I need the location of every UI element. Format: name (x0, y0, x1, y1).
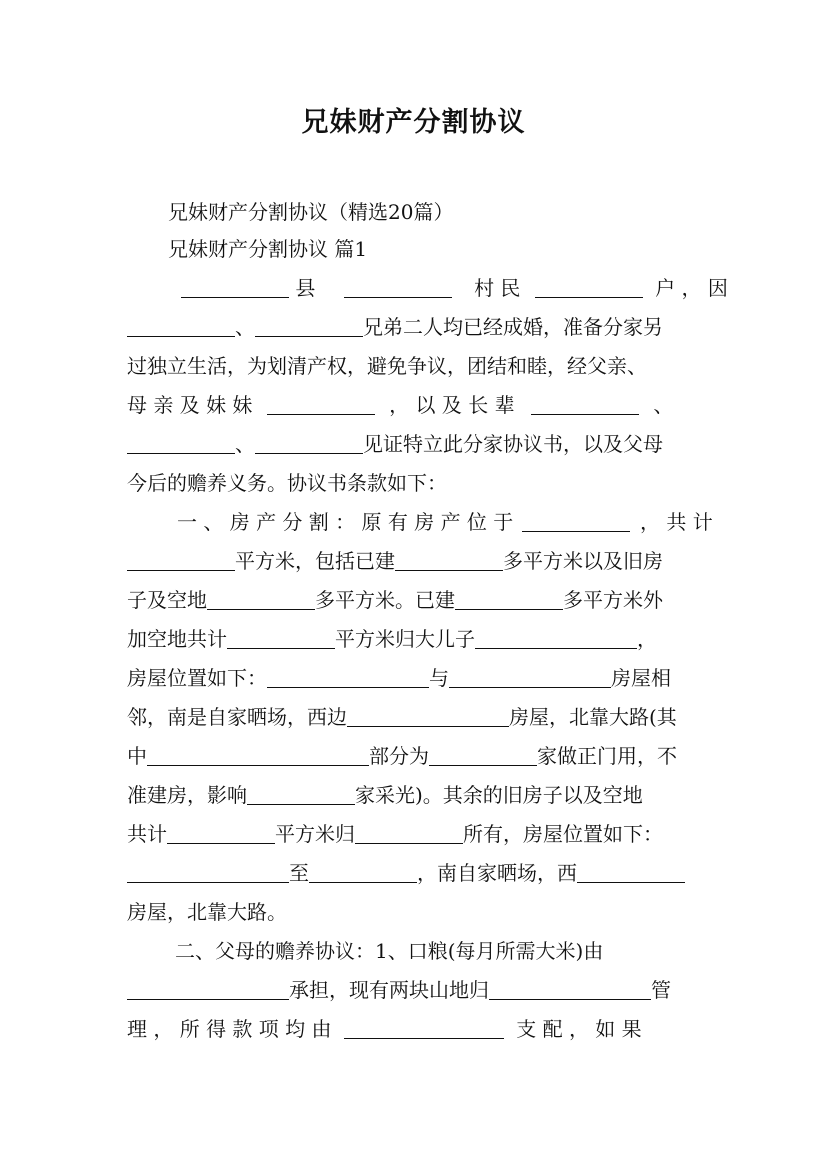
fill-blank (577, 862, 685, 883)
text-segment: 一 、 房 产 分 割 ： 原 有 房 产 位 于 (177, 510, 514, 534)
text-segment: 母 亲 及 妹 妹 (127, 393, 253, 417)
section-heading (168, 234, 744, 264)
fill-blank (395, 550, 503, 571)
fill-blank (355, 823, 463, 844)
text-segment: ， 以 及 长 辈 (389, 393, 515, 417)
text-segment: 加空地共计 (127, 627, 227, 651)
text-segment: 房屋位置如下： (127, 666, 267, 690)
text-segment: 过独立生活，为划清产权，避免争议，团结和睦，经父亲、 (127, 354, 647, 378)
text-segment: 准建房，影响 (127, 783, 247, 807)
text-segment: 多平方米以及旧房 (503, 549, 663, 573)
fill-blank (309, 862, 417, 883)
text-segment: 户 ， 因 (655, 276, 728, 300)
fill-blank (267, 394, 375, 415)
fill-blank (127, 979, 289, 1000)
fill-blank (531, 394, 639, 415)
text-segment: 平方米，包括已建 (235, 549, 395, 573)
fill-blank (489, 979, 651, 1000)
fill-blank (455, 589, 563, 610)
paragraph-line (127, 624, 703, 654)
fill-blank (522, 511, 630, 532)
text-segment: 邻，南是自家晒场，西边 (127, 705, 347, 729)
paragraph-line (127, 780, 703, 810)
paragraph-line (127, 546, 703, 576)
fill-blank (147, 745, 369, 766)
fill-blank (127, 316, 235, 337)
text-segment: 与 (429, 666, 449, 690)
fill-blank (535, 277, 643, 298)
text-segment: ， (637, 627, 657, 651)
fill-blank (344, 1018, 504, 1039)
section-heading-text: 兄妹财产分割协议 篇1 (168, 237, 368, 261)
text-segment: 、 (235, 315, 255, 339)
paragraph-line (127, 351, 703, 381)
fill-blank (127, 433, 235, 454)
text-segment: 多平方米。已建 (315, 588, 455, 612)
text-segment: 县 (295, 276, 316, 300)
fill-blank (167, 823, 275, 844)
fill-blank (255, 433, 363, 454)
paragraph-line (127, 975, 703, 1005)
text-segment: 支 配 ， 如 果 (516, 1017, 642, 1041)
text-segment: 多平方米外 (563, 588, 663, 612)
paragraph-line (127, 585, 703, 615)
text-segment: ，南自家晒场，西 (417, 861, 577, 885)
text-segment: 见证特立此分家协议书，以及父母 (363, 432, 663, 456)
paragraph-line (127, 858, 703, 888)
text-segment: 中 (127, 744, 147, 768)
paragraph-line (127, 819, 703, 849)
text-segment: 平方米归 (275, 822, 355, 846)
text-segment: 今后的赡养义务。协议书条款如下： (127, 471, 447, 495)
text-segment: 房屋，北靠大路。 (127, 900, 287, 924)
fill-blank (449, 667, 611, 688)
paragraph-line (127, 273, 728, 303)
text-segment: 家做正门用，不 (537, 744, 677, 768)
text-segment: 二、父母的赡养协议：1、口粮(每月所需大米)由 (175, 939, 604, 963)
fill-blank (267, 667, 429, 688)
text-segment: 、 (653, 393, 674, 417)
text-segment: 房屋，北靠大路(其 (509, 705, 677, 729)
text-segment: 、 (235, 432, 255, 456)
text-segment: 理 ， 所 得 款 项 均 由 (127, 1017, 332, 1041)
text-segment: 承担，现有两块山地归 (289, 978, 489, 1002)
text-segment: 管 (651, 978, 671, 1002)
paragraph-line (127, 429, 703, 459)
text-segment: 兄弟二人均已经成婚，准备分家另 (363, 315, 663, 339)
fill-blank (207, 589, 315, 610)
paragraph-line (127, 663, 703, 693)
text-segment: 共计 (127, 822, 167, 846)
fill-blank (181, 277, 289, 298)
fill-blank (255, 316, 363, 337)
text-segment: 房屋相 (611, 666, 671, 690)
paragraph-line (127, 897, 703, 927)
fill-blank (475, 628, 637, 649)
fill-blank (127, 862, 289, 883)
fill-blank (127, 550, 235, 571)
paragraph-line (127, 507, 713, 537)
document-title: 兄妹财产分割协议 (301, 107, 526, 138)
text-segment: 所有，房屋位置如下： (463, 822, 663, 846)
fill-blank (429, 745, 537, 766)
paragraph-line (127, 1014, 703, 1044)
paragraph-line (127, 702, 703, 732)
subtitle-line (168, 197, 744, 227)
fill-blank (347, 706, 509, 727)
paragraph-line (127, 390, 703, 420)
text-segment: 子及空地 (127, 588, 207, 612)
text-segment: 家采光)。其余的旧房子以及空地 (355, 783, 643, 807)
paragraph-line (127, 312, 703, 342)
fill-blank (227, 628, 335, 649)
subtitle-text: 兄妹财产分割协议（精选20篇） (168, 200, 454, 224)
paragraph-line (127, 468, 703, 498)
text-segment: 部分为 (369, 744, 429, 768)
paragraph-line (127, 741, 703, 771)
text-segment: 平方米归大儿子 (335, 627, 475, 651)
text-segment: 至 (289, 861, 309, 885)
text-segment: 村 民 (474, 276, 521, 300)
text-segment: ， 共 计 (640, 510, 713, 534)
fill-blank (344, 277, 452, 298)
paragraph-line (127, 936, 703, 966)
fill-blank (247, 784, 355, 805)
